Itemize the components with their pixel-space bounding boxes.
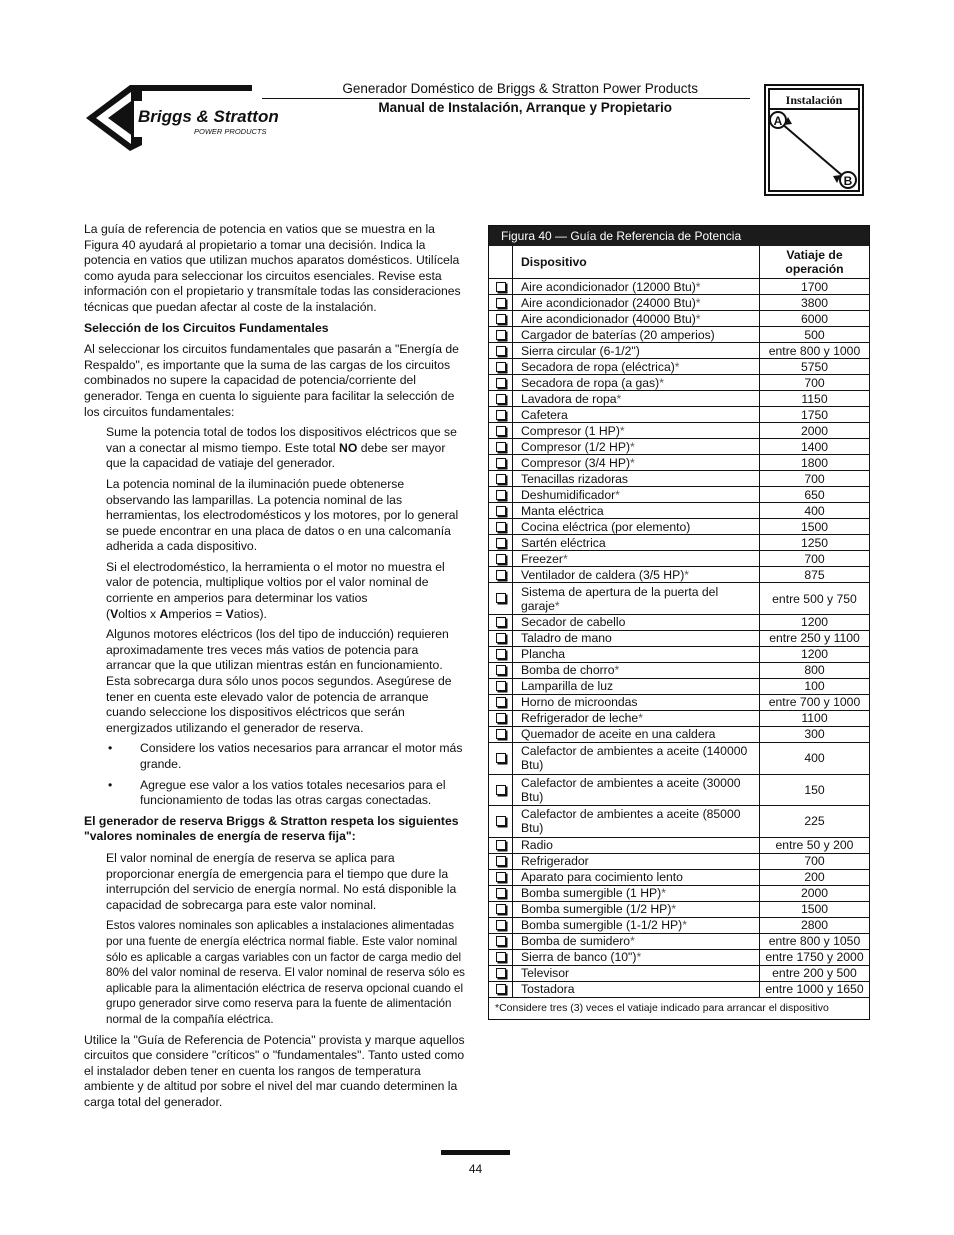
table-row	[489, 869, 869, 885]
checkbox-icon[interactable]	[496, 570, 506, 580]
asterisk-mark: *	[674, 359, 680, 374]
device-name: Tenacillas rizadoras	[513, 471, 760, 487]
checkbox-icon[interactable]	[496, 474, 506, 484]
table-row	[489, 981, 869, 997]
figure-title: Figura 40 — Guía de Referencia de Potencia	[489, 226, 869, 246]
checkbox-icon[interactable]	[496, 649, 506, 659]
wattage-value: 500	[760, 327, 870, 343]
device-name: Cargador de baterías (20 amperios)	[513, 327, 760, 343]
table-row	[489, 311, 869, 327]
checkbox-icon[interactable]	[496, 617, 506, 627]
wattage-value: 1200	[760, 647, 870, 663]
device-name: Bomba sumergible (1-1/2 HP)*	[513, 917, 760, 933]
standby-paragraph: El valor nominal de energía de reserva se aplica para proporcionar energía de emergencia para el tiempo que dure la interrupción del servicio de energía normal. No está disponible la capacidad de sobrecarga para este valor nominal.	[106, 850, 457, 912]
asterisk-mark: *	[684, 567, 690, 582]
device-name: Aire acondicionador (12000 Btu)*	[513, 279, 760, 295]
header-title: Generador Doméstico de Briggs & Stratton Power Products	[342, 81, 698, 96]
checkbox-icon[interactable]	[496, 904, 506, 914]
wattage-value: entre 200 y 500	[760, 965, 870, 981]
installation-badge	[764, 84, 864, 196]
device-name: Lamparilla de luz	[513, 679, 760, 695]
asterisk-mark: *	[636, 950, 642, 965]
device-name: Deshumidificador*	[513, 487, 760, 503]
device-name: Ventilador de caldera (3/5 HP)*	[513, 567, 760, 583]
wattage-value: 1700	[760, 279, 870, 295]
asterisk-mark: *	[630, 934, 635, 949]
checkbox-icon[interactable]	[496, 298, 506, 308]
section-heading-circuits: Selección de los Circuitos Fundamentales	[84, 320, 329, 335]
wattage-value: 400	[760, 743, 870, 775]
wattage-value: 650	[760, 487, 870, 503]
device-name: Cafetera	[513, 407, 760, 423]
asterisk-mark: *	[695, 279, 701, 294]
asterisk-mark: *	[563, 551, 568, 566]
wattage-value: entre 700 y 1000	[760, 695, 870, 711]
table-row	[489, 933, 869, 949]
asterisk-mark: *	[682, 918, 687, 933]
device-name: Plancha	[513, 647, 760, 663]
logo-subtext: POWER PRODUCTS	[194, 127, 267, 136]
checkbox-icon[interactable]	[496, 936, 506, 946]
footer-bar	[441, 1150, 510, 1155]
checkbox-icon[interactable]	[496, 282, 506, 292]
table-row	[489, 423, 869, 439]
wattage-value: entre 1750 y 2000	[760, 949, 870, 965]
device-name: Aire acondicionador (24000 Btu)*	[513, 295, 760, 311]
device-name: Sistema de apertura de la puerta del garaje*	[513, 583, 760, 615]
table-row	[489, 583, 869, 615]
sum-paragraph: Sume la potencia total de todos los dispositivos eléctricos que se van a conectar al mismo tiempo. Este total NO debe ser mayor que la capacidad de vatiaje del generador.	[106, 425, 457, 471]
wattage-value: 1750	[760, 407, 870, 423]
device-name: Bomba sumergible (1 HP)*	[513, 885, 760, 901]
checkbox-icon[interactable]	[496, 506, 506, 516]
checkbox-icon[interactable]	[496, 346, 506, 356]
checkbox-icon[interactable]	[496, 538, 506, 548]
wattage-value: 1250	[760, 535, 870, 551]
wattage-value: 700	[760, 471, 870, 487]
device-name: Televisor	[513, 965, 760, 981]
checkbox-icon[interactable]	[496, 522, 506, 532]
table-row	[489, 647, 869, 663]
asterisk-mark: *	[659, 375, 664, 390]
device-name: Aire acondicionador (40000 Btu)*	[513, 311, 760, 327]
table-row	[489, 743, 869, 775]
checkbox-icon[interactable]	[496, 713, 506, 723]
checkbox-icon[interactable]	[496, 665, 506, 675]
wattage-value: 1500	[760, 901, 870, 917]
wattage-value: 800	[760, 663, 870, 679]
wattage-value: 1150	[760, 391, 870, 407]
asterisk-mark: *	[630, 439, 635, 454]
wattage-value: entre 50 y 200	[760, 837, 870, 853]
wattage-value: 700	[760, 551, 870, 567]
table-row	[489, 885, 869, 901]
table-row	[489, 535, 869, 551]
device-name: Sierra de banco (10")*	[513, 949, 760, 965]
asterisk-mark: *	[695, 311, 701, 326]
wattage-value: 100	[760, 679, 870, 695]
table-row	[489, 949, 869, 965]
table-row	[489, 455, 869, 471]
wattage-value: entre 1000 y 1650	[760, 981, 870, 997]
table-row	[489, 663, 869, 679]
device-name: Radio	[513, 837, 760, 853]
device-name: Refrigerador	[513, 853, 760, 869]
body-text	[84, 222, 466, 1115]
checkbox-icon[interactable]	[496, 952, 506, 962]
checkbox-icon[interactable]	[496, 410, 506, 420]
wattage-value: 1100	[760, 711, 870, 727]
column-header-watts: Vatiaje de operación	[760, 246, 870, 279]
checkbox-icon[interactable]	[496, 920, 506, 930]
checkbox-icon[interactable]	[496, 856, 506, 866]
device-name: Sierra circular (6-1/2")	[513, 343, 760, 359]
table-row	[489, 551, 869, 567]
closing-paragraph: Utilice la "Guía de Referencia de Potencia" provista y marque aquellos circuitos que considere "críticos" o "fundamentales". Tanto usted como el instalador deben tener en cuenta los rangos de temperatura ambiente y de altitud por sobre el nivel del mar cuando determinen la carga total del generador.	[84, 1032, 465, 1109]
device-name: Quemador de aceite en una caldera	[513, 727, 760, 743]
wattage-value: 700	[760, 853, 870, 869]
checkbox-icon[interactable]	[496, 968, 506, 978]
checkbox-icon[interactable]	[496, 490, 506, 500]
figure-footnote: *Considere tres (3) veces el vatiaje indicado para arrancar el dispositivo	[495, 1001, 829, 1014]
device-name: Taladro de mano	[513, 631, 760, 647]
device-name: Cocina eléctrica (por elemento)	[513, 519, 760, 535]
asterisk-mark: *	[616, 391, 622, 406]
ratings-paragraph: Estos valores nominales son aplicables a instalaciones alimentadas por una fuente de energía eléctrica normal fiable. Este valor nominal sólo es aplicable a cargas variables con un factor de carga medio del 80% del valor nominal de reserva. El valor nominal de reserva sólo es aplicable para la alimentación eléctrica de reserva opcional cuando el grupo generador sirve como reserva para la fuente de alimentación normal de la compañía eléctrica.	[106, 919, 465, 1026]
table-row	[489, 774, 869, 806]
wattage-value: 2800	[760, 917, 870, 933]
table-row	[489, 487, 869, 503]
section-heading-standby: El generador de reserva Briggs & Stratton respeta los siguientes "valores nominales de energía de reserva fija":	[84, 813, 459, 844]
bullet-item: • Agregue ese valor a los vatios totales necesarios para el funcionamiento de todas las otras cargas conectadas.	[108, 777, 446, 808]
intro-paragraph: La guía de referencia de potencia en vatios que se muestra en la Figura 40 ayudará al propietario a tomar una decisión. Indica la potencia en vatios que utilizan muchos aparatos domésticos. Utilícela como ayuda para seleccionar los circuitos esenciales. Revise esta información con el propietario y transmítale todas las consideraciones técnicas que puedan afectar al coste de la instalación.	[84, 222, 461, 314]
wattage-value: entre 500 y 750	[760, 583, 870, 615]
wattage-value: 400	[760, 503, 870, 519]
asterisk-mark: *	[630, 455, 635, 470]
checkbox-icon[interactable]	[496, 633, 506, 643]
wattage-value: 875	[760, 567, 870, 583]
table-row	[489, 711, 869, 727]
table-row	[489, 615, 869, 631]
device-name: Lavadora de ropa*	[513, 391, 760, 407]
device-name: Compresor (3/4 HP)*	[513, 455, 760, 471]
column-header-device: Dispositivo	[513, 246, 760, 279]
table-row	[489, 631, 869, 647]
table-row	[489, 519, 869, 535]
table-row	[489, 806, 869, 838]
device-name: Refrigerador de leche*	[513, 711, 760, 727]
checkbox-icon[interactable]	[496, 753, 506, 763]
circuits-paragraph: Al seleccionar los circuitos fundamentales que pasarán a "Energía de Respaldo", es importante que la suma de las cargas de los circuitos combinados no supere la capacidad de potencia/corriente del generador. Tenga en cuenta lo siguiente para facilitar la selección de los circuitos fundamentales:	[84, 342, 459, 419]
checkbox-icon[interactable]	[496, 984, 506, 994]
header-rule	[262, 98, 750, 99]
asterisk-mark: *	[638, 711, 643, 726]
table-row	[489, 695, 869, 711]
lighting-paragraph: La potencia nominal de la iluminación puede obtenerse observando las lamparillas. La potencia nominal de las herramientas, los electrodomésticos y los motores, por lo general se puede encontrar en una placa de datos o en una calcomanía adherida a cada dispositivo.	[106, 476, 459, 554]
wattage-value: 225	[760, 806, 870, 838]
device-name: Sartén eléctrica	[513, 535, 760, 551]
device-name: Freezer*	[513, 551, 760, 567]
checkbox-icon[interactable]	[496, 330, 506, 340]
device-name: Tostadora	[513, 981, 760, 997]
device-name: Bomba de chorro*	[513, 663, 760, 679]
asterisk-mark: *	[671, 902, 677, 917]
device-name: Manta eléctrica	[513, 503, 760, 519]
device-name: Aparato para cocimiento lento	[513, 869, 760, 885]
wattage-value: 5750	[760, 359, 870, 375]
motor-paragraph: Algunos motores eléctricos (los del tipo de inducción) requieren aproximadamente tres veces más vatios de potencia para arrancar que la que utilizan mientras están en funcionamiento. Esta sobrecarga dura sólo unos pocos segundos. Asegúrese de tener en cuenta este elevado valor de potencia de arranque cuando seleccione los dispositivos eléctricos que serán energizados utilizando el generador de reserva.	[106, 627, 452, 735]
asterisk-mark: *	[619, 423, 625, 438]
checkbox-icon[interactable]	[496, 362, 506, 372]
device-name: Compresor (1 HP)*	[513, 423, 760, 439]
table-row	[489, 327, 869, 343]
wattage-value: entre 250 y 1100	[760, 631, 870, 647]
table-row	[489, 853, 869, 869]
device-name: Calefactor de ambientes a aceite (85000 Btu)	[513, 806, 760, 838]
table-row	[489, 917, 869, 933]
wattage-value: entre 800 y 1000	[760, 343, 870, 359]
checkbox-icon[interactable]	[496, 816, 506, 826]
table-row	[489, 901, 869, 917]
wattage-value: 300	[760, 727, 870, 743]
checkbox-icon[interactable]	[496, 426, 506, 436]
table-row	[489, 295, 869, 311]
table-row	[489, 503, 869, 519]
checkbox-icon[interactable]	[496, 729, 506, 739]
power-reference-figure	[488, 225, 870, 1020]
table-row	[489, 471, 869, 487]
checkbox-icon[interactable]	[496, 378, 506, 388]
checkbox-icon[interactable]	[496, 785, 506, 795]
table-row	[489, 359, 869, 375]
device-name: Bomba sumergible (1/2 HP)*	[513, 901, 760, 917]
checkbox-icon[interactable]	[496, 697, 506, 707]
checkbox-icon[interactable]	[496, 872, 506, 882]
checkbox-icon[interactable]	[496, 458, 506, 468]
checkbox-icon[interactable]	[496, 394, 506, 404]
badge-label: Instalación	[785, 93, 843, 107]
checkbox-icon[interactable]	[496, 840, 506, 850]
table-row	[489, 375, 869, 391]
svg-text:A: A	[773, 114, 783, 128]
table-row	[489, 279, 869, 295]
device-name: Secador de cabello	[513, 615, 760, 631]
wattage-value: entre 800 y 1050	[760, 933, 870, 949]
asterisk-mark: *	[614, 663, 620, 678]
device-name: Secadora de ropa (a gas)*	[513, 375, 760, 391]
table-row	[489, 837, 869, 853]
header-subtitle: Manual de Instalación, Arranque y Propietario	[378, 100, 672, 115]
device-name: Calefactor de ambientes a aceite (140000 Btu)	[513, 743, 760, 775]
wattage-value: 150	[760, 774, 870, 806]
asterisk-mark: *	[661, 886, 666, 901]
wattage-value: 1500	[760, 519, 870, 535]
wattage-value: 700	[760, 375, 870, 391]
checkbox-icon[interactable]	[496, 888, 506, 898]
checkbox-icon[interactable]	[496, 593, 506, 603]
asterisk-mark: *	[695, 295, 701, 310]
wattage-value: 1800	[760, 455, 870, 471]
formula-paragraph: Si el electrodoméstico, la herramienta o el motor no muestra el valor de potencia, multiplique voltios por el valor nominal de corriente en amperios para determinar los vatios (Voltios x Amperios = Vatios).	[106, 559, 445, 621]
wattage-value: 1400	[760, 439, 870, 455]
asterisk-mark: *	[554, 598, 560, 613]
asterisk-mark: *	[615, 487, 620, 502]
device-name: Secadora de ropa (eléctrica)*	[513, 359, 760, 375]
table-row	[489, 965, 869, 981]
table-row	[489, 727, 869, 743]
page-number: 44	[468, 1162, 483, 1176]
wattage-value: 200	[760, 869, 870, 885]
device-name: Calefactor de ambientes a aceite (30000 Btu)	[513, 774, 760, 806]
table-row	[489, 343, 869, 359]
checkbox-icon[interactable]	[496, 314, 506, 324]
briggs-stratton-logo	[82, 82, 279, 154]
wattage-value: 1200	[760, 615, 870, 631]
checkbox-icon[interactable]	[496, 554, 506, 564]
checkbox-icon[interactable]	[496, 681, 506, 691]
logo-text: Briggs & Stratton	[138, 107, 279, 126]
table-row	[489, 407, 869, 423]
power-reference-table	[489, 246, 869, 998]
table-row	[489, 567, 869, 583]
device-name: Compresor (1/2 HP)*	[513, 439, 760, 455]
bullet-item: • Considere los vatios necesarios para arrancar el motor más grande.	[108, 741, 463, 771]
wattage-value: 2000	[760, 423, 870, 439]
table-row	[489, 439, 869, 455]
device-name: Horno de microondas	[513, 695, 760, 711]
table-row	[489, 391, 869, 407]
table-row	[489, 679, 869, 695]
wattage-value: 6000	[760, 311, 870, 327]
device-name: Bomba de sumidero*	[513, 933, 760, 949]
checkbox-icon[interactable]	[496, 442, 506, 452]
svg-text:B: B	[843, 174, 853, 188]
wattage-value: 2000	[760, 885, 870, 901]
wattage-value: 3800	[760, 295, 870, 311]
